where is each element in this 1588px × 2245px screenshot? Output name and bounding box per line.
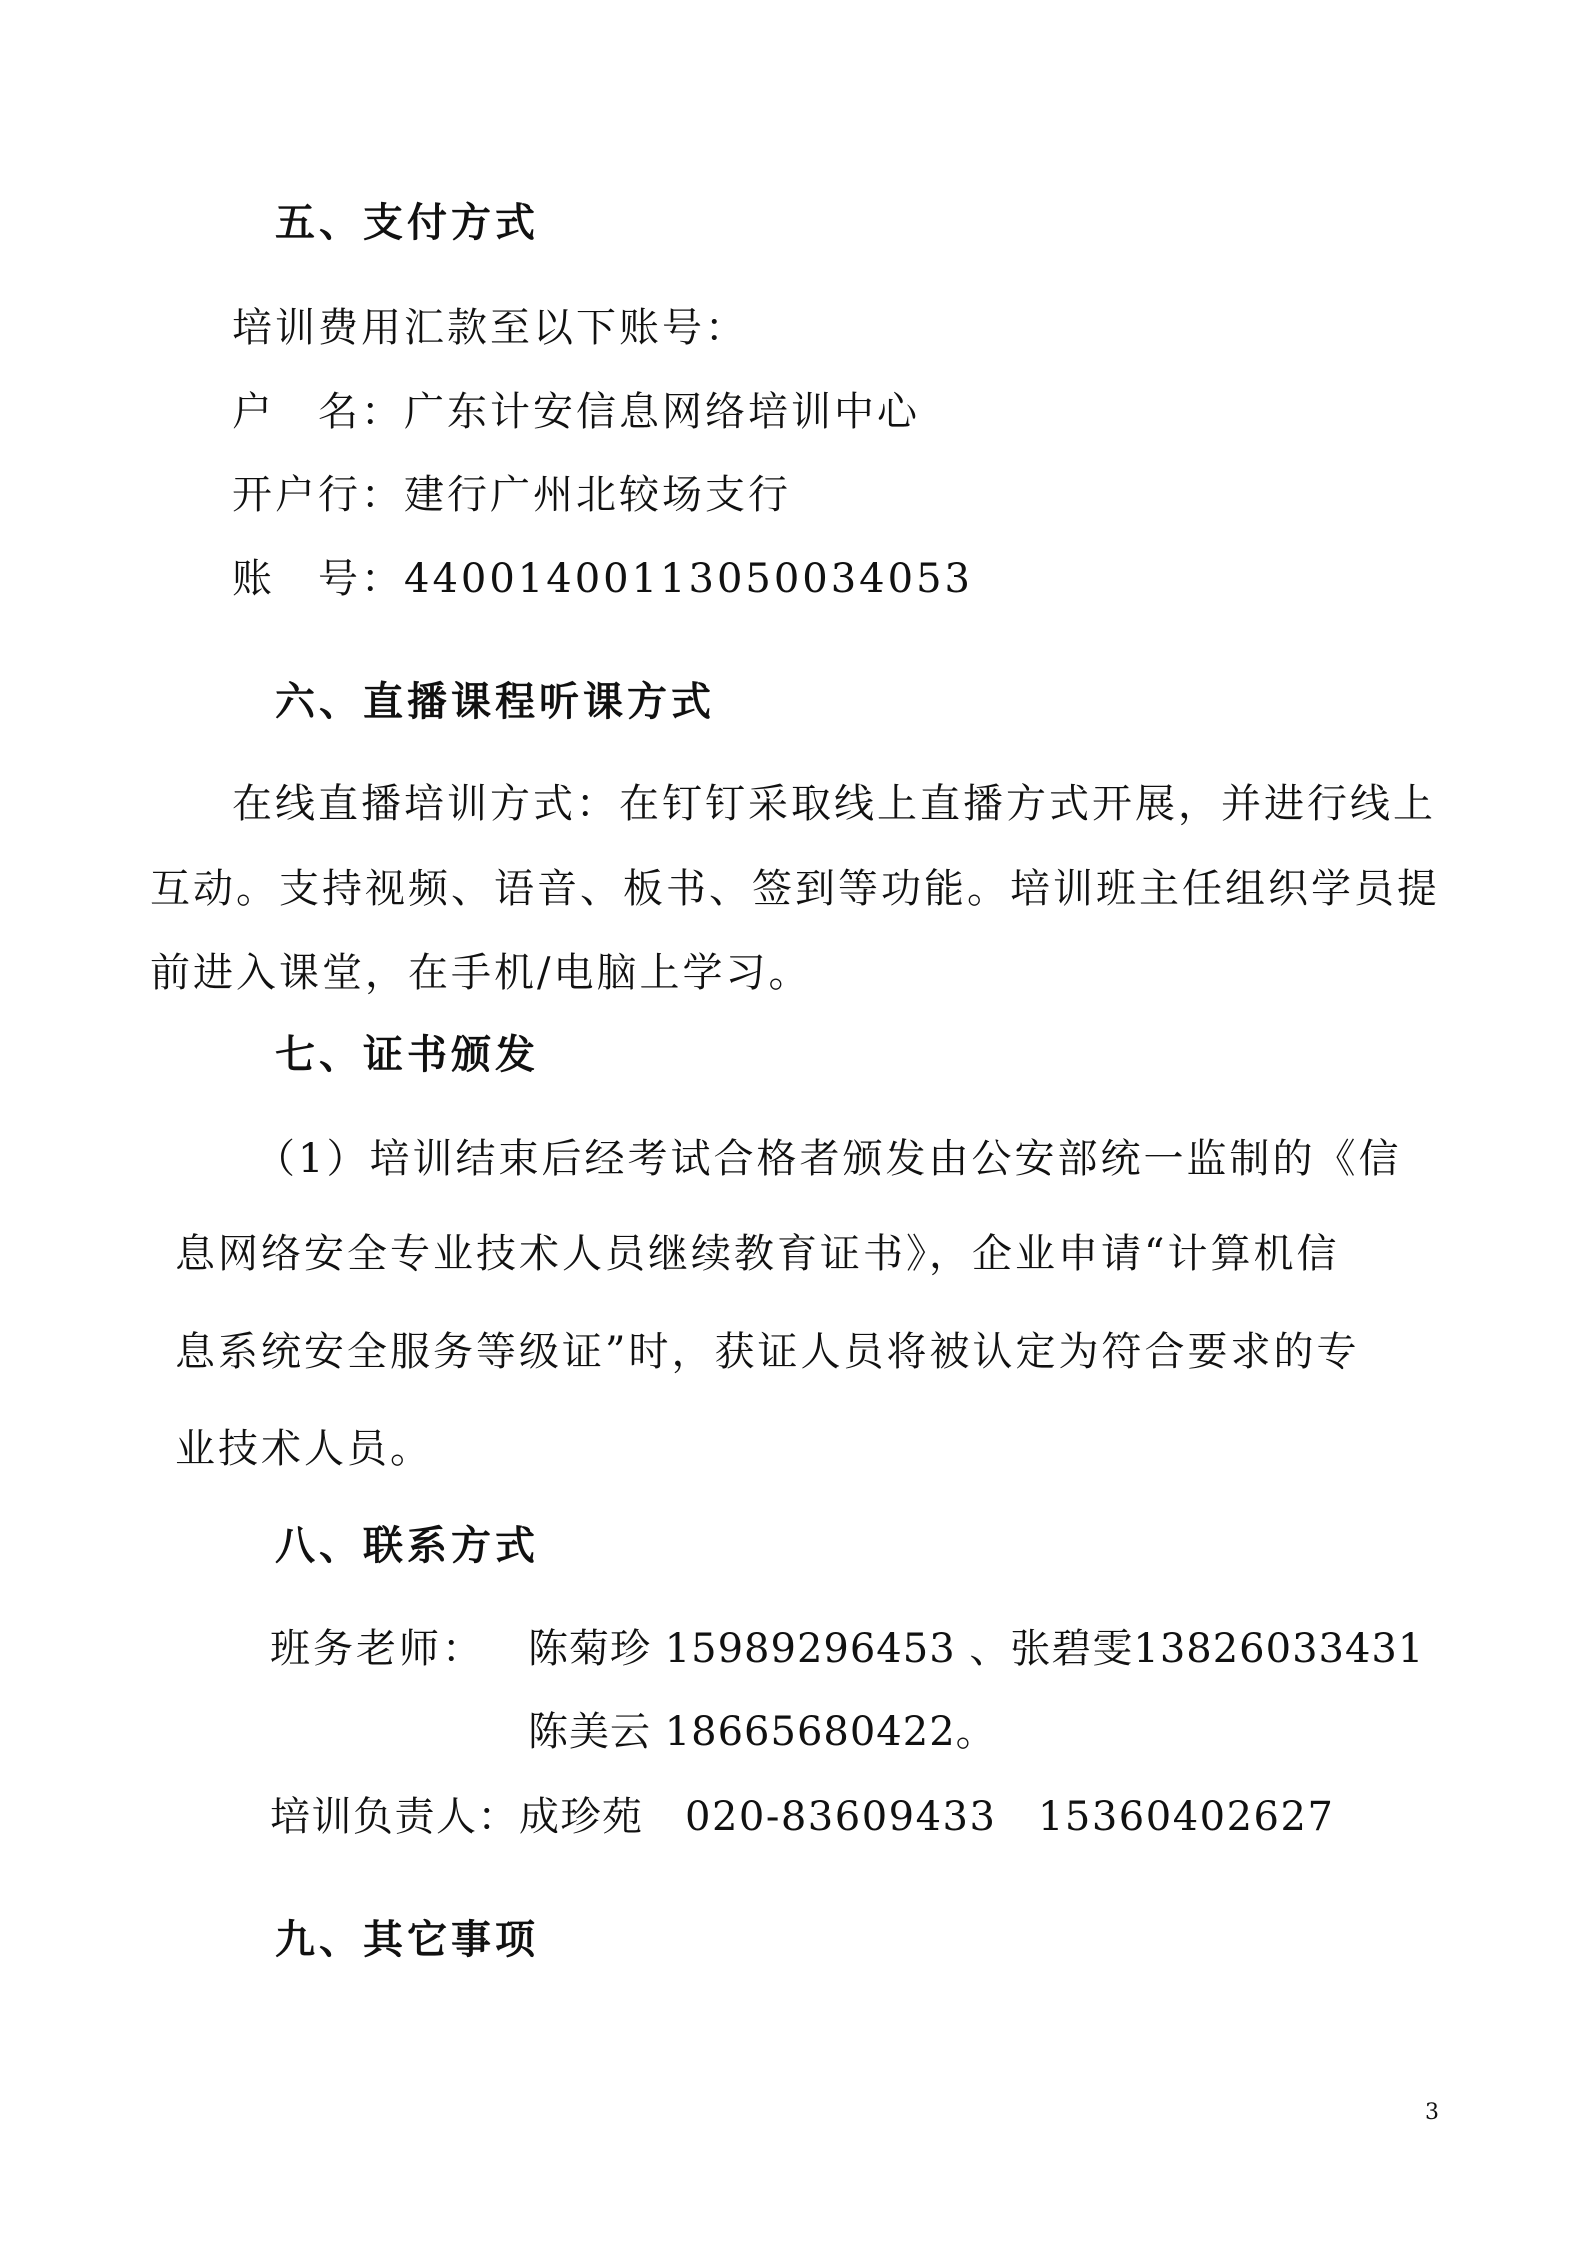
contact-class-line-2: 陈美云 18665680422。 [528,1709,997,1755]
certificate-line-2: 息网络安全专业技术人员继续教育证书》，企业申请“计算机信 [175,1231,1340,1277]
certificate-line-4: 业技术人员。 [175,1426,433,1472]
section-heading-certificate: 七、证书颁发 [275,1031,539,1078]
live-course-line-2: 互动。支持视频、语音、板书、签到等功能。培训班主任组织学员提 [150,866,1440,912]
live-course-line-1: 在线直播培训方式：在钉钉采取线上直播方式开展，并进行线上 [232,781,1436,827]
contact-class-label: 班务老师： [270,1626,485,1672]
contact-training-line: 培训负责人：成珍苑 020-83609433 15360402627 [270,1794,1335,1840]
payment-bank: 开户行：建行广州北较场支行 [232,472,791,518]
payment-account-number: 账 号：44001400113050034053 [232,556,973,602]
payment-intro: 培训费用汇款至以下账号： [232,305,748,351]
contact-class-line-1: 陈菊珍 15989296453 、张碧雯13826033431 [528,1626,1425,1672]
section-heading-contact: 八、联系方式 [275,1522,539,1569]
certificate-line-1: （1）培训结束后经考试合格者颁发由公安部统一监制的《信 [255,1136,1402,1182]
payment-account-name: 户 名：广东计安信息网络培训中心 [232,389,920,435]
live-course-line-3: 前进入课堂，在手机/电脑上学习。 [150,950,812,996]
section-heading-live-course: 六、直播课程听课方式 [275,678,715,725]
section-heading-other: 九、其它事项 [275,1916,539,1963]
page-number: 3 [1425,2100,1439,2125]
certificate-line-3: 息系统安全服务等级证”时，获证人员将被认定为符合要求的专 [175,1329,1360,1375]
section-heading-payment: 五、支付方式 [275,199,539,246]
